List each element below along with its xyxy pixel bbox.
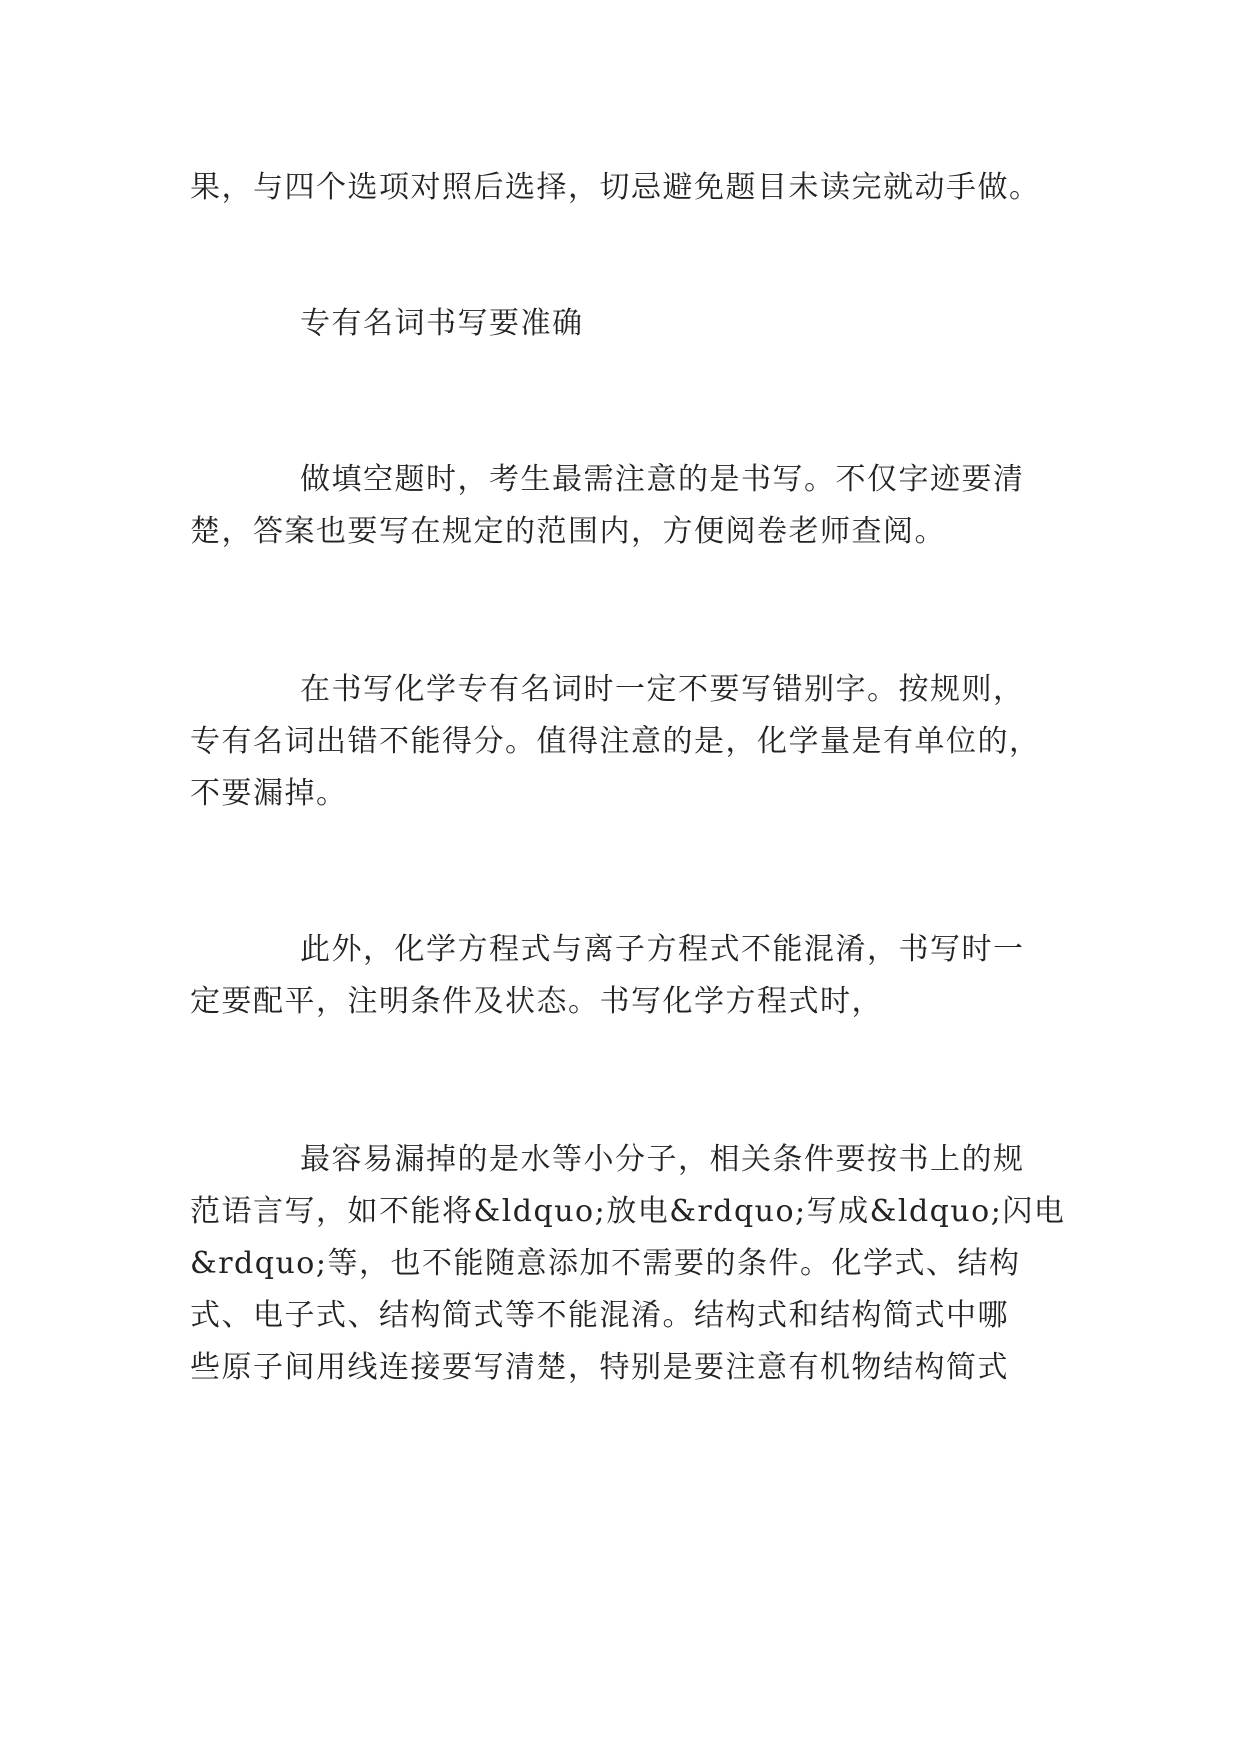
paragraph-line: 此外，化学方程式与离子方程式不能混淆，书写时一: [300, 932, 1025, 967]
paragraph-line: 做填空题时，考生最需注意的是书写。不仅字迹要清: [300, 462, 1025, 497]
paragraph-line: &rdquo;等，也不能随意添加不需要的条件。化学式、结构: [190, 1246, 1021, 1281]
paragraph-line: 不要漏掉。: [190, 776, 348, 811]
paragraph-line: 些原子间用线连接要写清楚，特别是要注意有机物结构简式: [190, 1350, 1009, 1385]
section-heading: 专有名词书写要准确: [300, 306, 584, 341]
paragraph-line: 果，与四个选项对照后选择，切忌避免题目未读完就动手做。: [190, 170, 1041, 205]
paragraph-line: 专有名词出错不能得分。值得注意的是，化学量是有单位的，: [190, 724, 1041, 759]
paragraph-line: 范语言写，如不能将&ldquo;放电&rdquo;写成&ldquo;闪电: [190, 1194, 1066, 1229]
paragraph-line: 最容易漏掉的是水等小分子，相关条件要按书上的规: [300, 1142, 1025, 1177]
paragraph-line: 定要配平，注明条件及状态。书写化学方程式时，: [190, 984, 883, 1019]
paragraph-line: 楚，答案也要写在规定的范围内，方便阅卷老师查阅。: [190, 514, 946, 549]
paragraph-line: 式、电子式、结构简式等不能混淆。结构式和结构简式中哪: [190, 1298, 1009, 1333]
paragraph-line: 在书写化学专有名词时一定不要写错别字。按规则，: [300, 672, 1025, 707]
